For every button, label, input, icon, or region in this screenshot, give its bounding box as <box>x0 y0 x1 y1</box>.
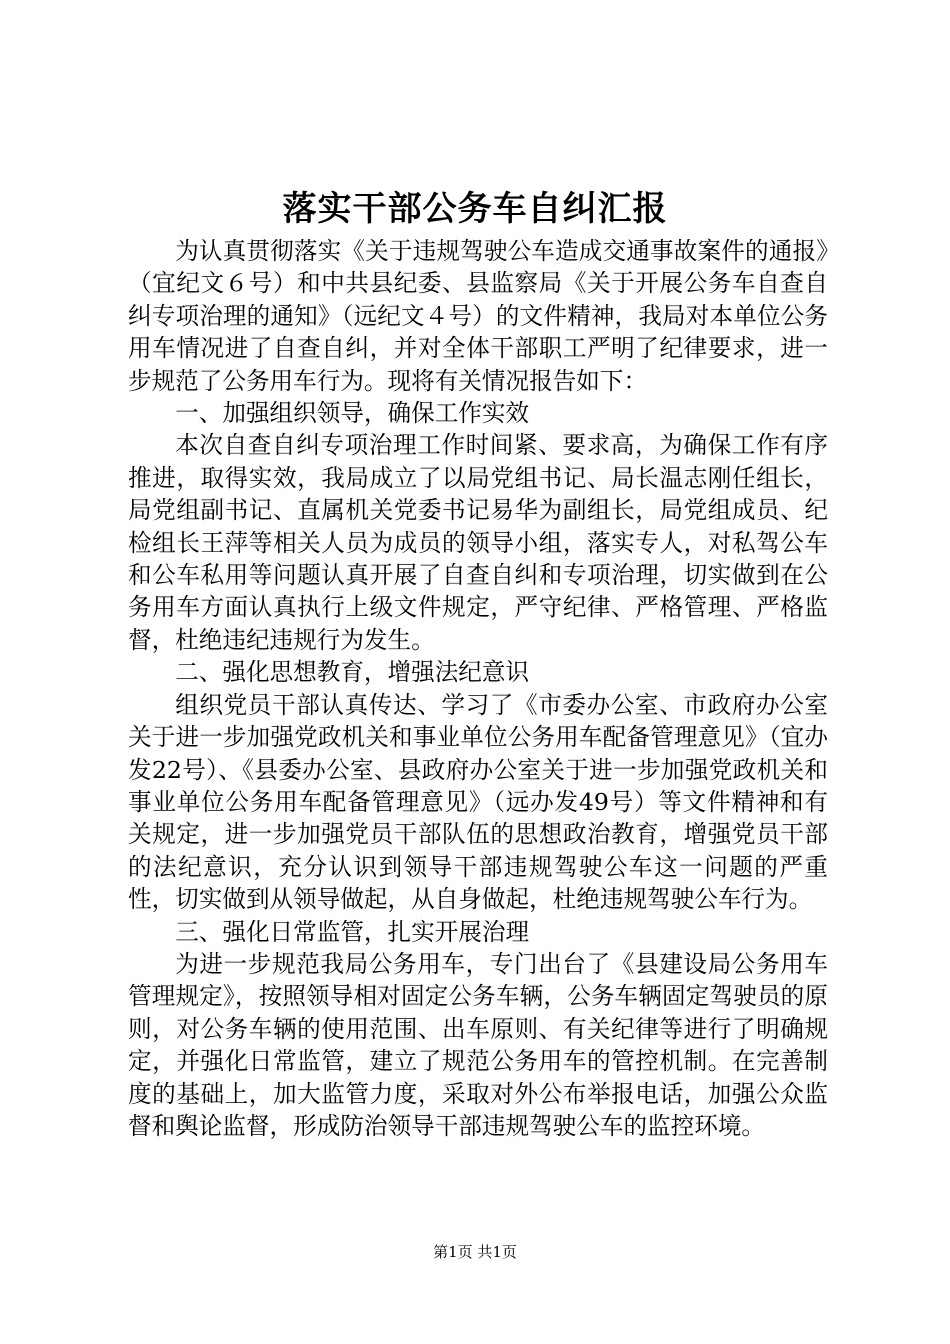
section-heading-2: 二、强化思想教育，增强法纪意识 <box>175 658 530 687</box>
document-title: 落实干部公务车自纠汇报 <box>282 189 668 229</box>
page-footer: 第1页 共1页 <box>433 1243 517 1261</box>
section-heading-1: 一、加强组织领导，确保工作实效 <box>175 399 530 428</box>
section-heading-3: 三、强化日常监管，扎实开展治理 <box>175 917 530 946</box>
section-paragraph-3: 为进一步规范我局公务用车，专门出台了《县建设局公务用车管理规定》，按照领导相对固定公务车辆，公务车辆固定驾驶员的原则，对公务车辆的使用范围、出车原则、有关纪律等进行了明确规定，并强化日常监管，建立了规范公务用车的管控机制。在完善制度的基础上，加大监管力度，采取对外公布举报电话，加强公众监督和舆论监督，形成防治领导干部违规驾驶公车的监控环境。 <box>128 949 828 1140</box>
section-paragraph-1: 本次自查自纠专项治理工作时间紧、要求高，为确保工作有序推进，取得实效，我局成立了以局党组书记、局长温志刚任组长，局党组副书记、直属机关党委书记易华为副组长，局党组成员、纪检组长王萍等相关人员为成员的领导小组，落实专人，对私驾公车和公车私用等问题认真开展了自查自纠和专项治理，切实做到在公务用车方面认真执行上级文件规定，严守纪律、严格管理、严格监督，杜绝违纪违规行为发生。 <box>128 431 828 654</box>
document-body <box>128 235 828 1142</box>
intro-paragraph: 为认真贯彻落实《关于违规驾驶公车造成交通事故案件的通报》（宜纪文６号）和中共县纪委、县监察局《关于开展公务车自查自纠专项治理的通知》（远纪文４号）的文件精神，我局对本单位公务用车情况进了自查自纠，并对全体干部职工严明了纪律要求，进一步规范了公务用车行为。现将有关情况报告如下： <box>128 237 828 395</box>
section-paragraph-2: 组织党员干部认真传达、学习了《市委办公室、市政府办公室关于进一步加强党政机关和事业单位公务用车配备管理意见》（宜办发22号）、《县委办公室、县政府办公室关于进一步加强党政机关和事业单位公务用车配备管理意见》（远办发49号）等文件精神和有关规定，进一步加强党员干部队伍的思想政治教育，增强党员干部的法纪意识，充分认识到领导干部违规驾驶公车这一问题的严重性，切实做到从领导做起，从自身做起，杜绝违规驾驶公车行为。 <box>128 690 828 914</box>
